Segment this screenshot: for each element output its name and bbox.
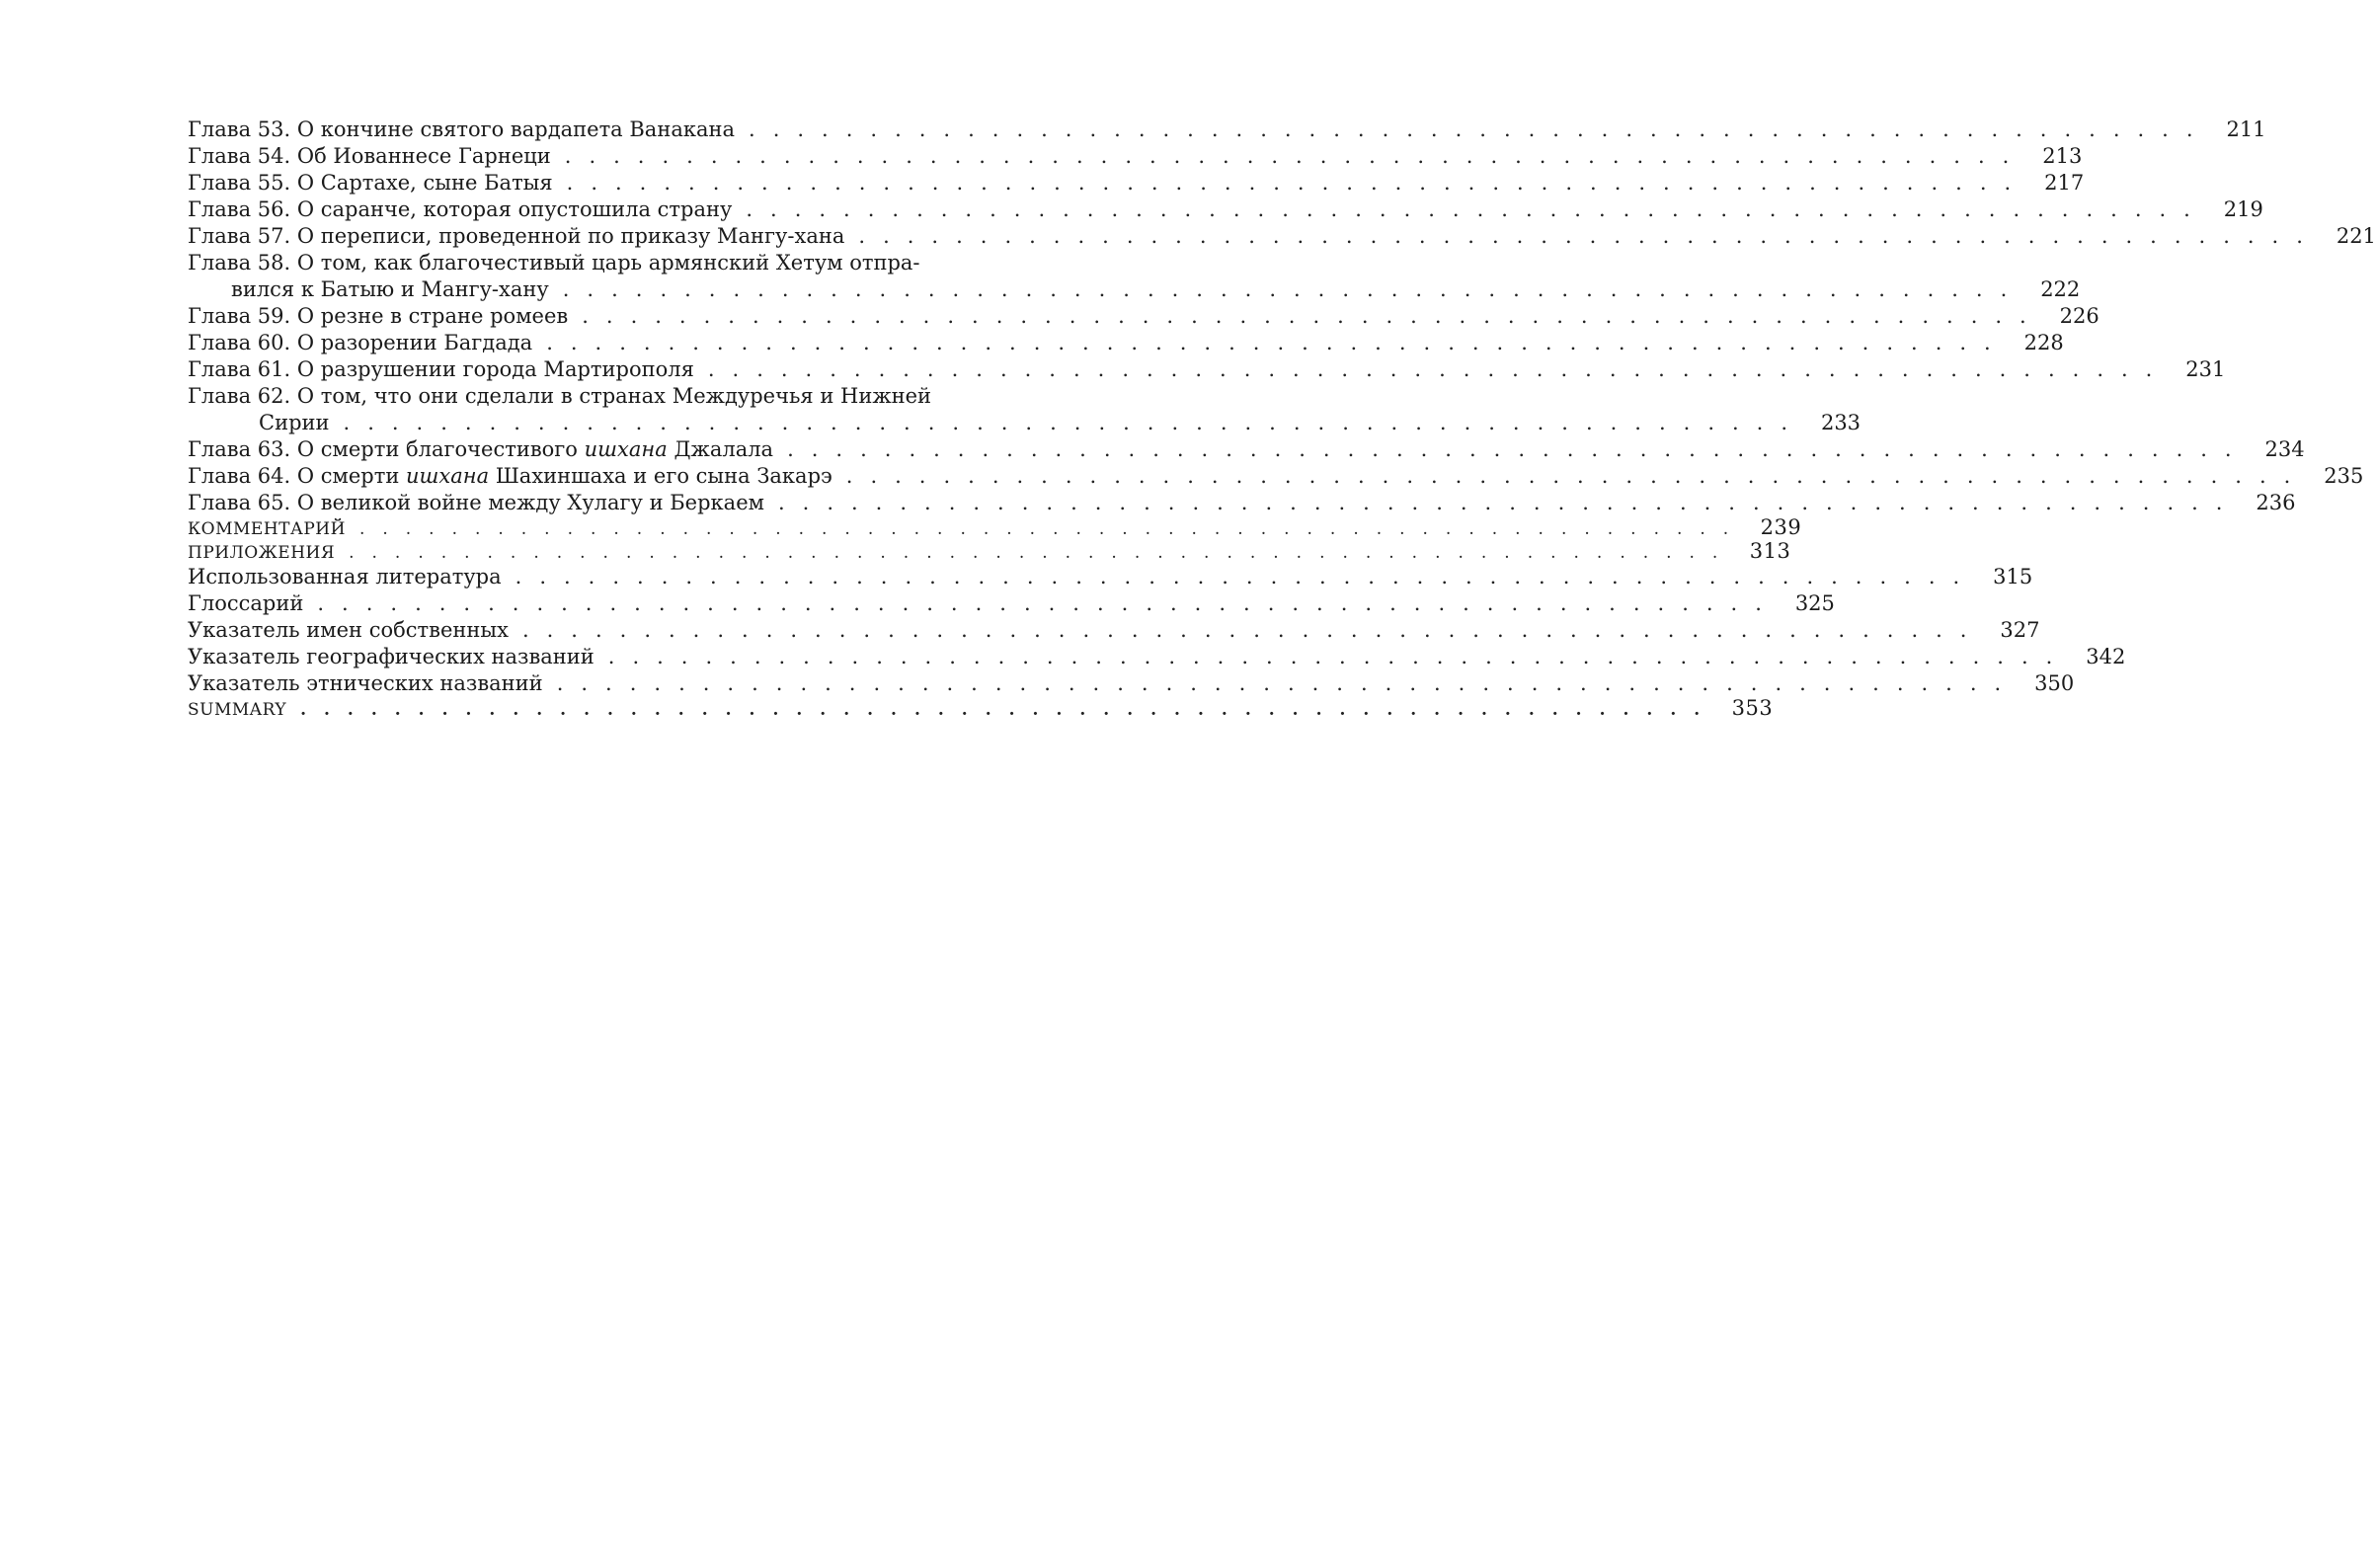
toc-entry-title: Глава 60. О разорении Багдада (188, 331, 533, 354)
dot-leader: ............................................................ (343, 411, 1806, 434)
toc-entry-62 (188, 410, 1861, 436)
toc-title-part: Глава 63. О смерти благочестивого (188, 437, 585, 461)
dot-leader: ............................................................ (607, 645, 2071, 668)
dot-leader: ............................................................ (845, 464, 2309, 488)
toc-entry-58-line1: Глава 58. О том, как благочестивый царь армянский Хетум отпра- (188, 251, 920, 274)
toc-page-number: 221 (2336, 224, 2376, 248)
toc-entry-title: Указатель этнических названий (188, 671, 543, 695)
toc-title-part: Шахиншаха и его сына Закарэ (489, 464, 832, 488)
dot-leader: ............................................................ (564, 144, 2027, 168)
toc-page-number: 222 (2040, 277, 2081, 301)
toc-entry-title: SUMMARY (188, 700, 287, 720)
toc-entry-62-line1: Глава 62. О том, что они сделали в странах Междуречья и Нижней (188, 384, 932, 408)
toc-page-number: 217 (2044, 171, 2085, 195)
toc-entry-title: Глава 56. О саранче, которая опустошила страну (188, 197, 733, 221)
toc-title-italic: ишхана (584, 437, 668, 461)
toc-entry-57 (188, 223, 2376, 250)
toc-entry-title: Глава 54. Об Иованнесе Гарнеци (188, 144, 551, 168)
toc-page-number: 231 (2185, 357, 2226, 381)
toc-entry-title: КОММЕНТАРИЙ (188, 519, 346, 539)
toc-page-number: 236 (2256, 491, 2296, 514)
dot-leader: ............................................................ (317, 591, 1780, 615)
dot-leader: ............................................................ (562, 277, 2025, 301)
dot-leader: ............................................................ (521, 618, 1985, 642)
toc-page-number: 228 (2023, 331, 2064, 354)
toc-entry-title: Глоссарий (188, 591, 304, 615)
toc-entry-53 (188, 117, 2266, 143)
table-of-contents (188, 117, 2376, 721)
toc-entry-59 (188, 303, 2099, 330)
toc-page-number: 219 (2223, 197, 2263, 221)
toc-entry-title: Глава 59. О резне в стране ромеев (188, 304, 569, 328)
toc-entry-glossary (188, 590, 1835, 617)
toc-entry-geo-index (188, 644, 2126, 670)
toc-title-italic: ишхана (406, 464, 490, 488)
toc-entry-ethnic-index (188, 670, 2075, 697)
toc-entry-55 (188, 170, 2085, 196)
toc-entry-63 (188, 436, 2305, 463)
toc-entry-appendices (188, 539, 1791, 564)
toc-entry-title: Указатель географических названий (188, 645, 594, 668)
toc-entry-60 (188, 330, 2064, 356)
dot-leader: ............................................................ (777, 491, 2241, 514)
toc-title-part: Глава 64. О смерти (188, 464, 407, 488)
toc-entry-58 (188, 276, 2081, 303)
toc-page-number: 313 (1749, 539, 1791, 563)
dot-leader: ............................................................ (546, 331, 2009, 354)
toc-page-number: 239 (1760, 515, 1802, 539)
toc-entry-64 (188, 463, 2364, 490)
toc-entry-title: Глава 61. О разрушении города Мартирополя (188, 357, 694, 381)
toc-entry-title: Глава 55. О Сартахе, сыне Батыя (188, 171, 553, 195)
toc-title-part: Джалала (667, 437, 774, 461)
toc-entry-title (188, 463, 832, 490)
toc-entry-54 (188, 143, 2083, 170)
toc-entry-56 (188, 196, 2263, 223)
dot-leader: ............................................................ (566, 171, 2029, 195)
toc-page-number: 350 (2034, 671, 2075, 695)
toc-page-number: 213 (2042, 144, 2083, 168)
toc-page-number: 327 (2000, 618, 2040, 642)
toc-page-number: 325 (1794, 591, 1835, 615)
toc-entry-title: Сирии (259, 411, 330, 434)
toc-entry-title (188, 436, 773, 463)
dot-leader: ............................................................ (749, 118, 2211, 141)
dot-leader: ............................................................ (858, 224, 2321, 248)
toc-page-number: 233 (1820, 411, 1861, 434)
toc-entry-title: Указатель имен собственных (188, 618, 509, 642)
dot-leader: ............................................................ (787, 437, 2250, 461)
toc-page-number: 211 (2226, 118, 2266, 141)
toc-entry-title: вился к Батыю и Мангу-хану (231, 277, 549, 301)
dot-leader: ............................................................ (556, 671, 2020, 695)
toc-entry-title: Глава 65. О великой войне между Хулагу и Беркаем (188, 491, 764, 514)
dot-leader: ............................................................ (349, 543, 1736, 563)
toc-entry-61 (188, 356, 2226, 383)
toc-page-number: 235 (2324, 464, 2364, 488)
toc-page-number: 315 (1993, 565, 2033, 588)
toc-page-number: 234 (2264, 437, 2305, 461)
toc-entry-commentary (188, 515, 1802, 540)
dot-leader: ............................................................ (515, 565, 1978, 588)
toc-entry-names-index (188, 617, 2040, 644)
toc-entry-summary (188, 696, 1774, 721)
toc-entry-title: Глава 53. О кончине святого вардапета Ванакана (188, 118, 736, 141)
dot-leader: ............................................................ (707, 357, 2171, 381)
toc-page-number: 342 (2086, 645, 2126, 668)
dot-leader: ............................................................ (746, 197, 2208, 221)
toc-entry-literature (188, 564, 2033, 590)
toc-entry-title: ПРИЛОЖЕНИЯ (188, 543, 336, 563)
dot-leader: ............................................................ (300, 700, 1718, 720)
toc-entry-65 (188, 490, 2296, 516)
dot-leader: ............................................................ (582, 304, 2044, 328)
toc-page-number: 353 (1731, 696, 1774, 720)
toc-entry-title: Использованная литература (188, 565, 502, 588)
toc-page-number: 226 (2059, 304, 2099, 328)
dot-leader: ............................................................ (358, 519, 1747, 539)
toc-entry-title: Глава 57. О переписи, проведенной по приказу Мангу-хана (188, 224, 845, 248)
